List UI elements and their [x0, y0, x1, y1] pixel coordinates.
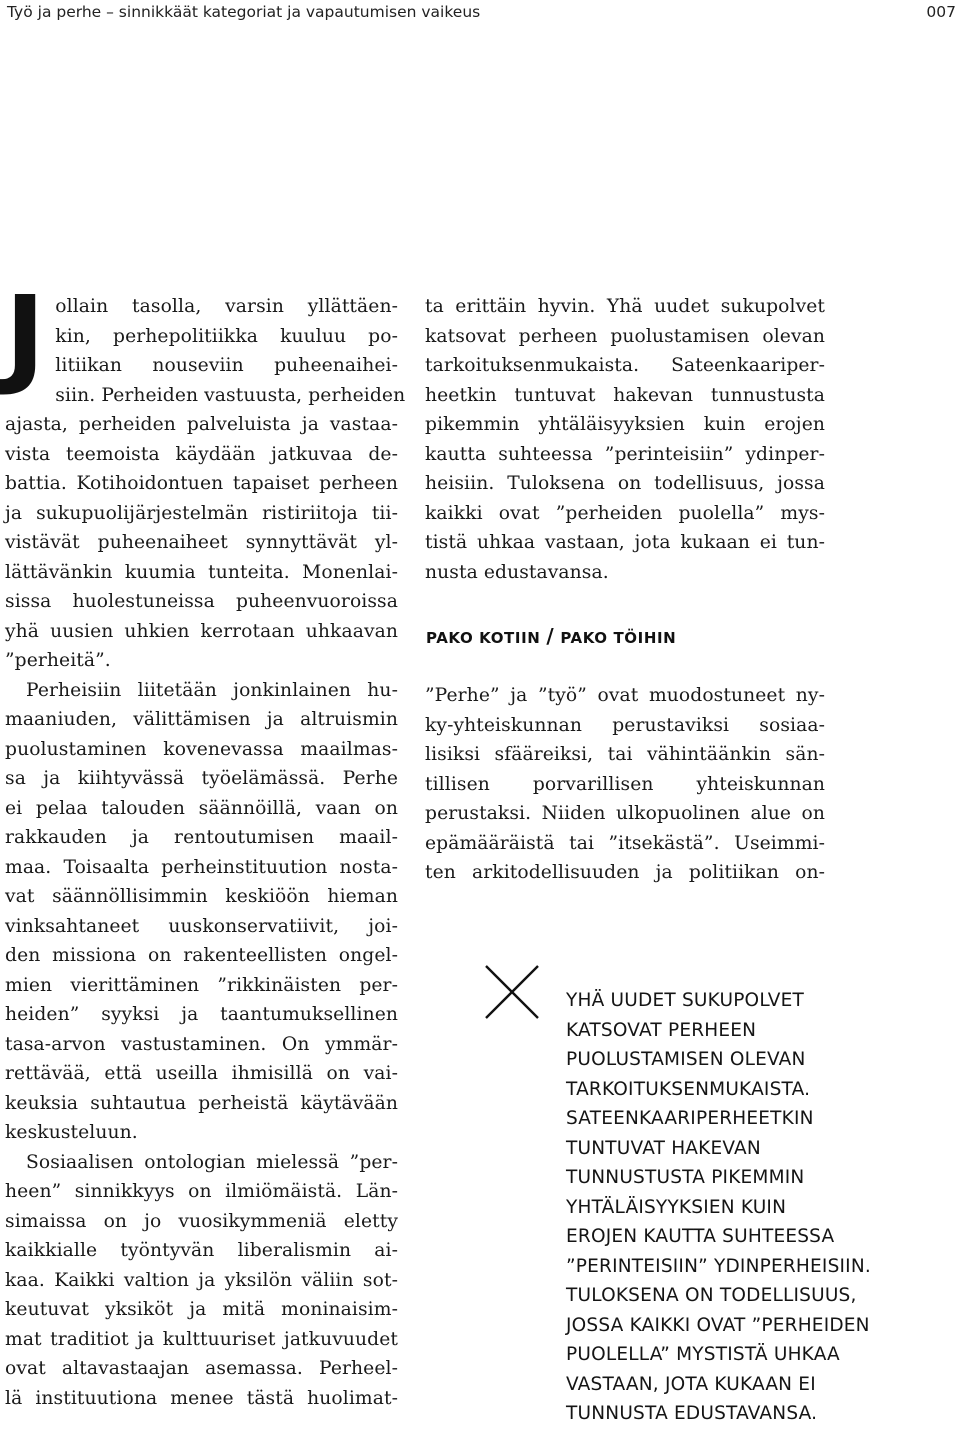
pull-quote — [566, 986, 946, 1429]
running-title: Työ ja perhe – sinnikkäät kategoriat ja vapautumisen vaikeus — [7, 3, 481, 21]
pull-quote-line: KATSOVAT PERHEEN — [566, 1019, 757, 1041]
text-line: Sosiaalisen ontologian mielessä ”per- — [26, 1151, 398, 1173]
pull-quote-line: SATEENKAARIPERHEETKIN — [566, 1108, 814, 1129]
text-line: tarkoituksenmukaista. Sateenkaariper- — [425, 355, 825, 376]
text-line: mien vierittäminen ”rikkinäisten per- — [5, 974, 398, 996]
heading-slash: / — [546, 624, 555, 648]
pull-quote-line: JOSSA KAIKKI OVAT ”PERHEIDEN — [566, 1314, 870, 1336]
text-line: litiikan nouseviin puheenaihei- — [55, 355, 398, 376]
text-line: perustaksi. Niiden ulkopuolinen alue on — [425, 803, 825, 824]
pull-quote-line: ”PERINTEISIIN” YDINPERHEISIIN. — [566, 1255, 871, 1277]
text-line: vat säännöllisimmin keskiöön hieman — [5, 886, 398, 907]
text-line: ten arkitodellisuuden ja politiikan on- — [425, 862, 825, 883]
text-line: heiden” syyksi ja taantumuksellinen — [5, 1004, 398, 1025]
text-line: maa. Toisaalta perheinstituution nosta- — [5, 856, 398, 878]
text-line: lättävänkin kuumia tunteita. Monenlai- — [5, 561, 398, 583]
text-line: Perheisiin liitetään jonkinlainen hu- — [26, 679, 398, 701]
text-line: maaniuden, välittämisen ja altruismin — [5, 709, 398, 730]
left-column — [5, 274, 406, 1413]
pull-quote-line: PUOLELLA” MYSTISTÄ UHKAA — [566, 1344, 840, 1365]
text-line: keskusteluun. — [5, 1122, 138, 1143]
text-line: kaikki ovat ”perheiden puolella” mys- — [425, 502, 825, 524]
text-line: sa ja kiihtyvässä työelämässä. Perhe — [5, 768, 398, 789]
pull-quote-line: EROJEN KAUTTA SUHTEESSA — [566, 1226, 835, 1247]
text-line: ovat altavastaajan asemassa. Perheel- — [5, 1358, 398, 1379]
pull-quote-line: TULOKSENA ON TODELLISUUS, — [566, 1285, 857, 1306]
drop-cap: J — [5, 274, 46, 399]
text-line: simaissa on jo vuosikymmeniä eletty — [5, 1210, 398, 1232]
text-line: ”perheitä”. — [5, 650, 111, 671]
text-line: battia. Kotihoidontuen tapaiset perheen — [5, 473, 398, 494]
page-number: 007 — [926, 3, 956, 21]
text-line: kautta suhteessa ”perinteisiin” ydinper- — [425, 443, 825, 465]
text-line: nusta edustavansa. — [425, 561, 609, 583]
text-line: kaikkialle työntyvän liberalismin ai- — [5, 1240, 398, 1261]
section-heading — [426, 624, 676, 648]
text-line: lä instituutiona menee tästä huolimat- — [5, 1387, 398, 1409]
pull-quote-line: VASTAAN, JOTA KUKAAN EI — [566, 1373, 816, 1395]
paragraph-2 — [5, 676, 398, 1148]
text-line: heisiin. Tuloksena on todellisuus, jossa — [425, 473, 825, 494]
text-line: den missiona on rakenteellisten ongel- — [5, 945, 398, 966]
heading-part-1: PAKO KOTIIN — [426, 629, 541, 647]
pull-quote-line: PUOLUSTAMISEN OLEVAN — [566, 1049, 806, 1070]
running-header — [0, 0, 960, 24]
paragraph-intro — [5, 274, 406, 676]
right-column — [425, 292, 825, 587]
paragraph-3 — [5, 1148, 398, 1414]
text-line: tasa-arvon vastustaminen. On ymmär- — [5, 1033, 398, 1055]
text-line: ollain tasolla, varsin yllättäen- — [55, 296, 398, 317]
heading-part-2: PAKO TÖIHIN — [560, 629, 677, 647]
pull-quote-line: YHTÄLÄISYYKSIEN KUIN — [566, 1196, 787, 1218]
text-line: ”Perhe” ja ”työ” ovat muodostuneet ny- — [425, 685, 825, 706]
text-line: ja sukupuolijärjestelmän ristiriitoja tii- — [5, 502, 398, 524]
text-line: sissa huolestuneissa puheenvuoroissa — [5, 591, 398, 612]
pull-quote-line: TUNNUSTUSTA PIKEMMIN — [566, 1167, 805, 1188]
text-line: epämääräistä tai ”itsekästä”. Useimmi- — [425, 832, 825, 854]
text-line: kaa. Kaikki valtion ja yksilön väliin sot- — [5, 1269, 398, 1291]
text-line: vistävät puheenaiheet synnyttävät yl- — [5, 532, 398, 553]
pull-quote-line: TUNTUVAT HAKEVAN — [566, 1137, 761, 1159]
paragraph-continued — [425, 292, 825, 587]
text-line: heetkin tuntuvat hakevan tunnustusta — [425, 384, 825, 406]
text-line: ei pelaa talouden säännöillä, vaan on — [5, 797, 398, 819]
text-line: lisiksi sfääreiksi, tai vähintäänkin sän- — [425, 744, 825, 765]
text-line: ky-yhteiskunnan perustaviksi sosiaa- — [425, 714, 825, 736]
text-line: rakkauden ja rentoutumisen maail- — [5, 827, 398, 848]
text-line: vista teemoista käydään jatkuvaa de- — [5, 443, 398, 465]
text-line: yhä uusien uhkien kerrotaan uhkaavan — [5, 620, 398, 642]
text-line: siin. Perheiden vastuusta, perheiden — [55, 384, 406, 406]
text-line: kin, perhepolitiikka kuuluu po- — [55, 325, 398, 347]
pull-quote-line: TARKOITUKSENMUKAISTA. — [566, 1078, 811, 1100]
pull-quote-line: TUNNUSTA EDUSTAVANSA. — [566, 1403, 818, 1424]
text-line: heen” sinnikkyys on ilmiömäistä. Län- — [5, 1181, 398, 1202]
paragraph-section — [425, 681, 825, 888]
x-mark-icon — [484, 964, 540, 1020]
text-line: tistä uhkaa vastaan, jota kukaan ei tun- — [425, 532, 825, 553]
text-line: puolustaminen kovenevassa maailmas- — [5, 738, 398, 760]
text-line: katsovat perheen puolustamisen olevan — [425, 325, 825, 347]
text-line: ta erittäin hyvin. Yhä uudet sukupolvet — [425, 296, 825, 317]
text-line: keuksia suhtautua perheistä käytävään — [5, 1092, 398, 1114]
text-line: rettävää, että useilla ihmisillä on vai- — [5, 1063, 398, 1084]
text-line: mat traditiot ja kulttuuriset jatkuvuudet — [5, 1328, 398, 1350]
text-line: pikemmin yhtäläisyyksien kuin erojen — [425, 414, 825, 435]
text-line: vinksahtaneet uuskonservatiivit, joi- — [5, 915, 398, 937]
text-line: keutuvat yksiköt ja mitä moninaisim- — [5, 1299, 398, 1320]
text-line: ajasta, perheiden palveluista ja vastaa- — [5, 414, 398, 435]
pull-quote-line: YHÄ UUDET SUKUPOLVET — [566, 990, 805, 1011]
right-column-section — [425, 681, 825, 888]
text-line: tillisen porvarillisen yhteiskunnan — [425, 773, 825, 795]
